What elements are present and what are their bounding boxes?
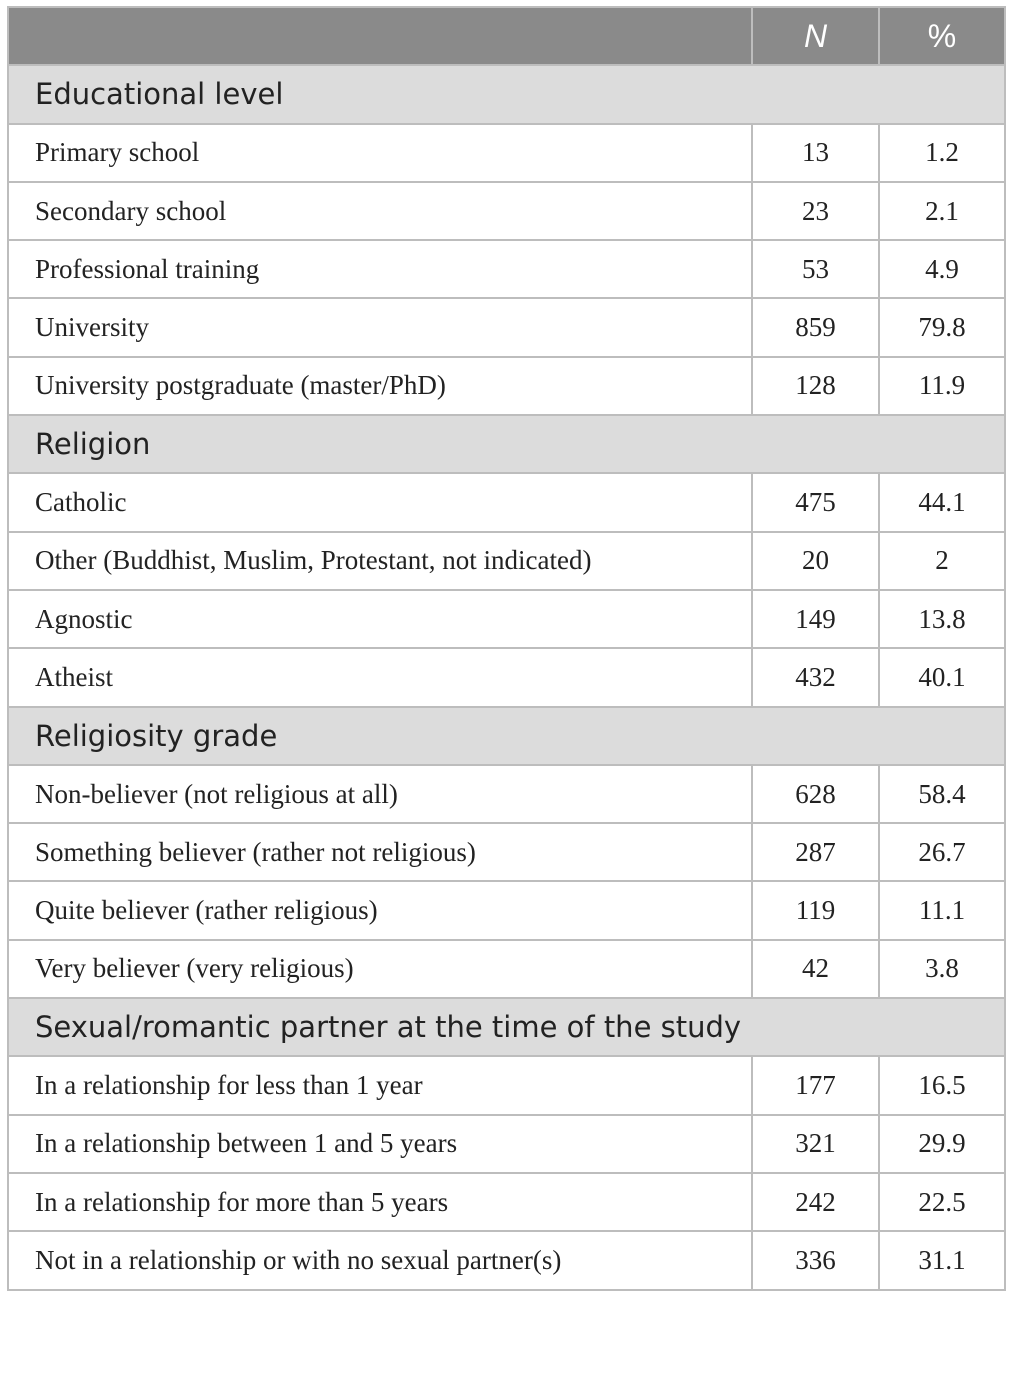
row-percent: 4.9: [879, 240, 1005, 298]
table-row: [8, 1115, 1005, 1173]
section-title: Educational level: [8, 65, 1005, 123]
row-n: 859: [752, 298, 879, 356]
row-label: Very believer (very religious): [8, 940, 752, 998]
table-row: [8, 765, 1005, 823]
row-n: 628: [752, 765, 879, 823]
row-percent: 31.1: [879, 1231, 1005, 1289]
table-row: [8, 881, 1005, 939]
row-n: 23: [752, 182, 879, 240]
row-label: Non-believer (not religious at all): [8, 765, 752, 823]
row-percent: 58.4: [879, 765, 1005, 823]
table-row: [8, 240, 1005, 298]
row-percent: 40.1: [879, 648, 1005, 706]
row-label: Agnostic: [8, 590, 752, 648]
row-label: Secondary school: [8, 182, 752, 240]
row-percent: 29.9: [879, 1115, 1005, 1173]
row-percent: 22.5: [879, 1173, 1005, 1231]
table-row: [8, 532, 1005, 590]
row-percent: 13.8: [879, 590, 1005, 648]
row-n: 42: [752, 940, 879, 998]
row-n: 287: [752, 823, 879, 881]
row-n: 53: [752, 240, 879, 298]
row-n: 13: [752, 124, 879, 182]
row-percent: 44.1: [879, 473, 1005, 531]
section-title: Sexual/romantic partner at the time of the study: [8, 998, 1005, 1056]
row-label: In a relationship between 1 and 5 years: [8, 1115, 752, 1173]
section-header-sexual-romantic-partner: [8, 998, 1005, 1056]
table-row: [8, 648, 1005, 706]
table-row: [8, 940, 1005, 998]
header-label-cell: [8, 7, 752, 65]
row-label: Catholic: [8, 473, 752, 531]
row-label: Not in a relationship or with no sexual partner(s): [8, 1231, 752, 1289]
section-header-religion: [8, 415, 1005, 473]
table-row: [8, 124, 1005, 182]
section-header-educational-level: [8, 65, 1005, 123]
row-label: In a relationship for more than 5 years: [8, 1173, 752, 1231]
row-label: Professional training: [8, 240, 752, 298]
row-n: 20: [752, 532, 879, 590]
row-label: Other (Buddhist, Muslim, Protestant, not indicated): [8, 532, 752, 590]
table-row: [8, 1231, 1005, 1289]
table-row: [8, 357, 1005, 415]
section-title: Religion: [8, 415, 1005, 473]
row-percent: 3.8: [879, 940, 1005, 998]
table-row: [8, 590, 1005, 648]
table-header-row: [8, 7, 1005, 65]
row-percent: 26.7: [879, 823, 1005, 881]
row-label: University postgraduate (master/PhD): [8, 357, 752, 415]
row-n: 128: [752, 357, 879, 415]
row-percent: 2: [879, 532, 1005, 590]
row-percent: 1.2: [879, 124, 1005, 182]
row-label: Quite believer (rather religious): [8, 881, 752, 939]
row-percent: 79.8: [879, 298, 1005, 356]
row-n: 119: [752, 881, 879, 939]
section-header-religiosity-grade: [8, 707, 1005, 765]
row-n: 336: [752, 1231, 879, 1289]
row-n: 432: [752, 648, 879, 706]
row-label: Something believer (rather not religious): [8, 823, 752, 881]
demographics-table: [7, 6, 1006, 1291]
table-row: [8, 823, 1005, 881]
row-n: 149: [752, 590, 879, 648]
row-label: Atheist: [8, 648, 752, 706]
row-n: 177: [752, 1056, 879, 1114]
table-row: [8, 473, 1005, 531]
row-label: University: [8, 298, 752, 356]
row-n: 321: [752, 1115, 879, 1173]
row-percent: 11.1: [879, 881, 1005, 939]
row-label: Primary school: [8, 124, 752, 182]
section-title: Religiosity grade: [8, 707, 1005, 765]
table-row: [8, 1173, 1005, 1231]
header-n-cell: N: [752, 7, 879, 65]
header-percent-cell: %: [879, 7, 1005, 65]
row-n: 475: [752, 473, 879, 531]
row-percent: 16.5: [879, 1056, 1005, 1114]
row-n: 242: [752, 1173, 879, 1231]
row-percent: 2.1: [879, 182, 1005, 240]
table-row: [8, 298, 1005, 356]
table-row: [8, 182, 1005, 240]
table-row: [8, 1056, 1005, 1114]
row-label: In a relationship for less than 1 year: [8, 1056, 752, 1114]
row-percent: 11.9: [879, 357, 1005, 415]
